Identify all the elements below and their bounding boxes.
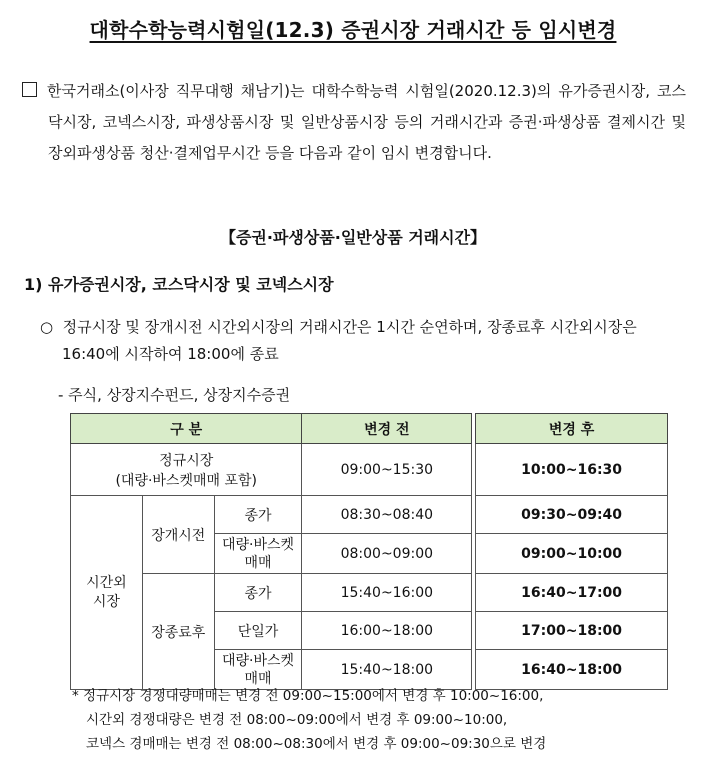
- after-hours-label: 시간외 시장: [71, 496, 143, 690]
- row-label: 대량·바스켓 매매: [214, 534, 302, 574]
- bullet-item: [40, 314, 680, 368]
- pre-open-label: 장개시전: [142, 496, 214, 574]
- cell-before: 09:00~15:30: [302, 444, 472, 496]
- table-row: [71, 444, 668, 496]
- header-after: 변경 후: [476, 414, 668, 444]
- document-title-text: 대학수학능력시험일(12.3) 증권시장 거래시간 등 임시변경: [89, 18, 617, 42]
- cell-after: 10:00~16:30: [476, 444, 668, 496]
- trading-hours-table: [70, 413, 668, 690]
- cell-before: 08:00~09:00: [302, 534, 472, 574]
- circle-bullet-icon: ○: [40, 318, 54, 336]
- footnote-line: 시간외 경쟁대량은 변경 전 08:00~09:00에서 변경 후 09:00~10:00,: [86, 712, 508, 728]
- table-row: [71, 574, 668, 612]
- header-category: 구 분: [71, 414, 302, 444]
- cell-after: 16:40~17:00: [476, 574, 668, 612]
- cell-before: 15:40~16:00: [302, 574, 472, 612]
- regular-label-sub: (대량·바스켓매매 포함): [115, 472, 257, 489]
- row-label: 종가: [214, 574, 302, 612]
- section-heading: 【증권·파생상품·일반상품 거래시간】: [219, 228, 487, 247]
- checkbox-square-icon: [22, 82, 37, 97]
- table-header-row: [71, 414, 668, 444]
- cell-before: 16:00~18:00: [302, 612, 472, 650]
- footnote-line: * 정규시장 경쟁대량매매는 변경 전 09:00~15:00에서 변경 후 10:00~16:00,: [72, 688, 544, 704]
- row-label: 종가: [214, 496, 302, 534]
- cell-before: 15:40~18:00: [302, 650, 472, 690]
- cell-after: 09:30~09:40: [476, 496, 668, 534]
- cell-after: 16:40~18:00: [476, 650, 668, 690]
- cell-after: 17:00~18:00: [476, 612, 668, 650]
- table-row: [71, 496, 668, 534]
- row-label: 단일가: [214, 612, 302, 650]
- bullet-text: 정규시장 및 장개시전 시간외시장의 거래시간은 1시간 순연하며, 장종료후 시간외시장은 16:40에 시작하여 18:00에 종료: [62, 318, 637, 363]
- cell-after: 09:00~10:00: [476, 534, 668, 574]
- header-before: 변경 전: [302, 414, 472, 444]
- footnote: [72, 684, 546, 756]
- cell-before: 08:30~08:40: [302, 496, 472, 534]
- document-title: [0, 14, 706, 43]
- intro-text: 한국거래소(이사장 직무대행 채남기)는 대학수학능력 시험일(2020.12.3)의 유가증권시장, 코스닥시장, 코넥스시장, 파생상품시장 및 일반상품시장 등의 거래시간과 증권·파생상품 결제시간 및 장외파생상품 청산·결제업무시간 등을 다음과 같이 임시 변경합니다.: [47, 82, 686, 162]
- row-label-regular: [71, 444, 302, 496]
- post-close-label: 장종료후: [142, 574, 214, 690]
- regular-label: 정규시장: [159, 452, 214, 469]
- footnote-line: 코넥스 경매매는 변경 전 08:00~08:30에서 변경 후 09:00~09:30으로 변경: [86, 736, 547, 752]
- subsection-heading: 1) 유가증권시장, 코스닥시장 및 코넥스시장: [24, 275, 334, 294]
- row-label: 대량·바스켓 매매: [214, 650, 302, 690]
- dash-item: - 주식, 상장지수펀드, 상장지수증권: [58, 386, 291, 404]
- intro-paragraph: [22, 76, 686, 169]
